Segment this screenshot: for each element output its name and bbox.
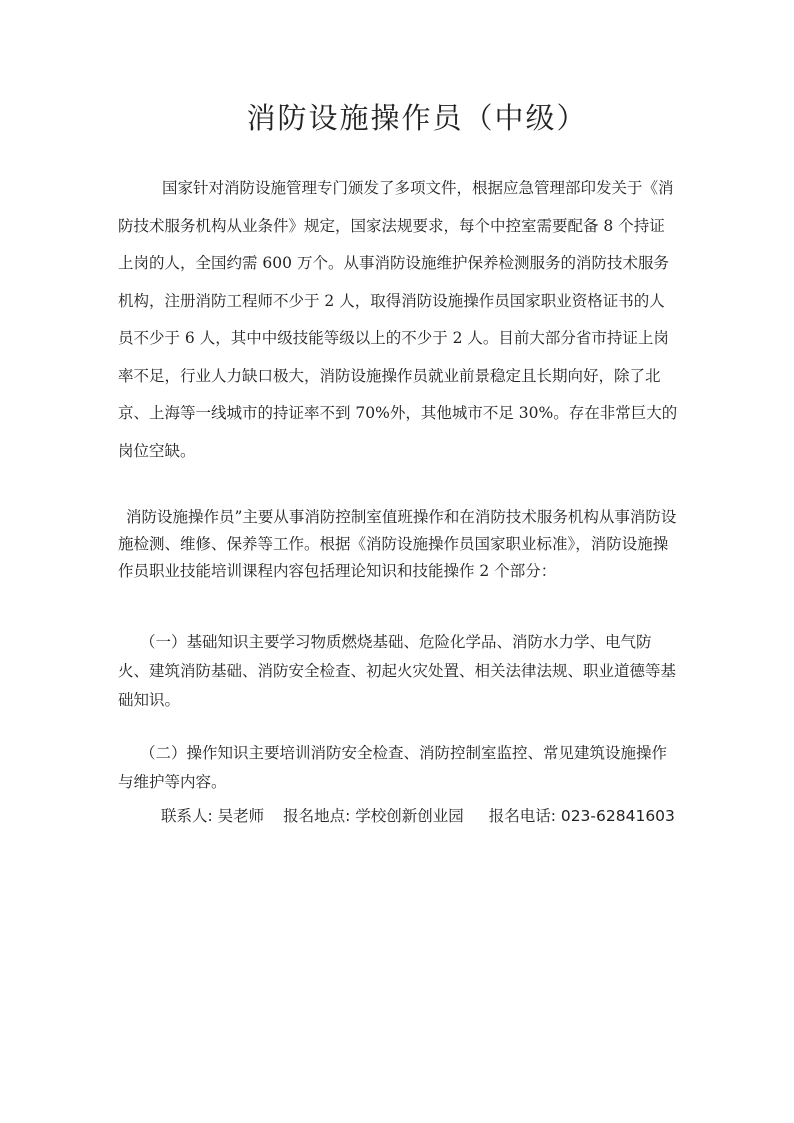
paragraph-job-description: 消防设施操作员”主要从事消防控制室值班操作和在消防技术服务机构从事消防设施检测、维修、保养等工作。根据《消防设施操作员国家职业标准》，消防设施操作员职业技能培训课程内容包括理论知识和技能操作 2 个部分： <box>118 508 677 580</box>
contact-phone: 报名电话: 023-62841603 <box>488 807 675 825</box>
contact-person: 联系人: 吴老师 <box>161 807 265 825</box>
contact-line <box>161 803 741 829</box>
document-title: 消防设施操作员（中级） <box>246 101 588 135</box>
paragraph-industry-demand: 国家针对消防设施管理专门颁发了多项文件，根据应急管理部印发关于《消防技术服务机构从业条件》规定，国家法规要求，每个中控室需要配备 8 个持证上岗的人，全国约需 600 万个。从事消防设施维护保养检测服务的消防技术服务机构，注册消防工程师不少于 2 人，取得消防设施操作员国家职业资格证书的人员不少于 6 人，其中中级技能等级以上的不少于 2 人。目前大部分省市持证上岗率不足，行业人力缺口极大，消防设施操作员就业前景稳定且长期向好，除了北京、上海等一线城市的持证率不到 70%外，其他城市不足 30%。存在非常巨大的岗位空缺。 <box>118 179 678 460</box>
paragraph-basic-knowledge: （一）基础知识主要学习物质燃烧基础、危险化学品、消防水力学、电气防火、建筑消防基础、消防安全检查、初起火灾处置、相关法律法规、职业道德等基础知识。 <box>118 633 677 709</box>
contact-location: 报名地点: 学校创新创业园 <box>283 807 464 825</box>
paragraph-operation-knowledge: （二）操作知识主要培训消防安全检查、消防控制室监控、常见建筑设施操作与维护等内容。 <box>118 744 668 791</box>
